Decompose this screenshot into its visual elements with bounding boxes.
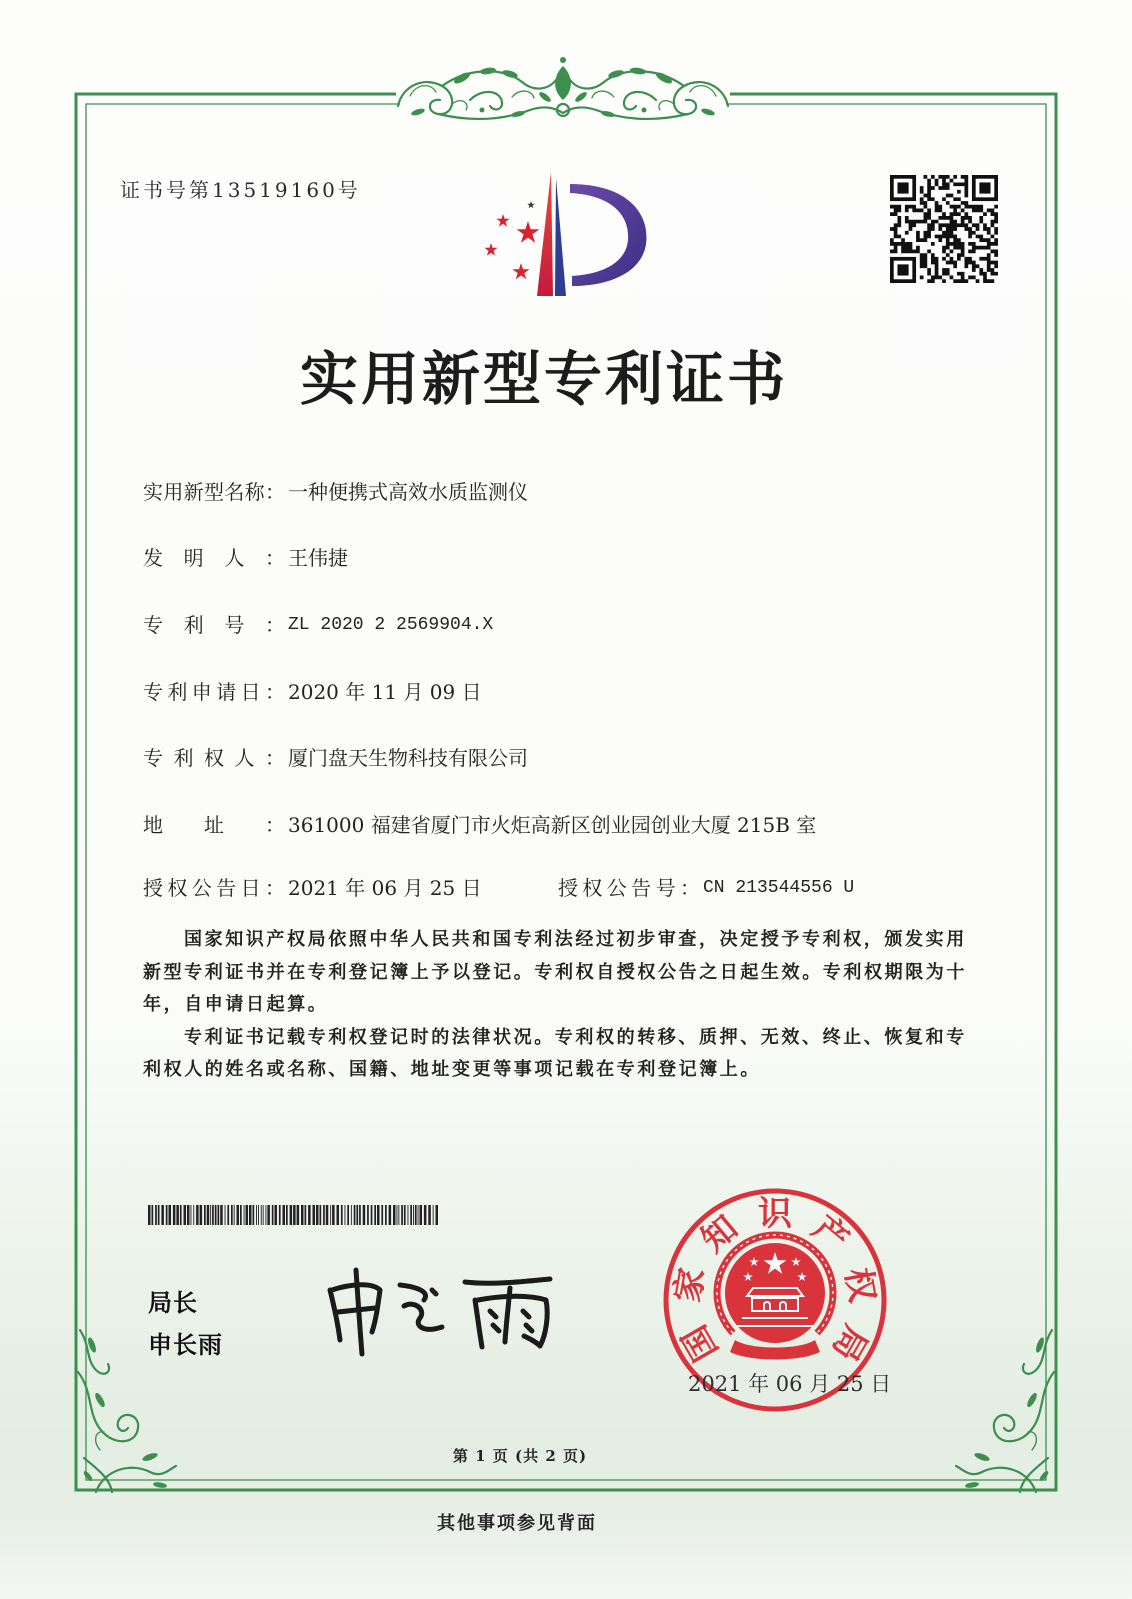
- seal-char: 权: [837, 1264, 883, 1306]
- ornament-right-half: [563, 67, 728, 119]
- grant-date-value: 2021 年 06 月 25 日: [288, 876, 482, 900]
- label-char: 请: [216, 680, 237, 704]
- field-label: [143, 678, 285, 706]
- field-grant-row: [143, 874, 1043, 902]
- field-label: [143, 478, 285, 506]
- label-char: 申: [191, 680, 212, 704]
- label-char: 利: [173, 746, 194, 770]
- seal-char: 局: [823, 1318, 876, 1368]
- field-label: [143, 874, 285, 902]
- legal-statement: [143, 924, 969, 1087]
- field-label: [143, 544, 285, 572]
- grant-number-value: CN 213544556 U: [703, 878, 855, 898]
- label-char: 型: [203, 480, 224, 504]
- field-label: [143, 811, 285, 839]
- label-char: 名: [224, 480, 245, 504]
- label-char: 权: [167, 876, 188, 900]
- label-char: 公: [606, 876, 627, 900]
- field-grant-number: [558, 874, 854, 902]
- field-label: [558, 874, 700, 902]
- qr-finder: [897, 264, 908, 275]
- label-char: 地: [143, 813, 163, 837]
- statement-paragraph: 专利证书记载专利权登记时的法律状况。专利权的转移、质押、无效、终止、恢复和专利权人的姓名或名称、国籍、地址变更等事项记载在专利登记簿上。: [143, 1026, 967, 1080]
- field-label: [143, 611, 285, 639]
- footer-note: 其他事项参见背面: [437, 1513, 597, 1534]
- logo-star: [496, 214, 509, 227]
- ornament-center: [555, 66, 571, 100]
- label-char: 号: [655, 876, 676, 900]
- field-utility-model-name: [143, 478, 528, 506]
- label-char: 发: [143, 546, 163, 570]
- label-char: 日: [240, 876, 261, 900]
- patent-office-logo-icon: [484, 172, 646, 296]
- field-address: [143, 811, 816, 839]
- logo-purple-arc: [570, 184, 646, 286]
- label-char: 人: [224, 546, 245, 570]
- label-char: 告: [631, 876, 652, 900]
- qr-finder: [897, 182, 908, 193]
- ornament-left-half: [398, 67, 563, 119]
- label-char: 人: [234, 746, 255, 770]
- label-char: 用: [163, 480, 184, 504]
- utility-model-name-value: 一种便携式高效水质监测仪: [288, 480, 528, 504]
- qr-finder: [979, 182, 990, 193]
- top-ornament: [398, 57, 728, 119]
- ornament-center-dot: [560, 57, 566, 63]
- label-char: 新: [183, 480, 204, 504]
- label-char: 日: [240, 680, 261, 704]
- page-indicator: 第 1 页 (共 2 页): [452, 1447, 588, 1465]
- label-char: ：: [265, 746, 285, 770]
- director-name: 申长雨: [148, 1331, 223, 1359]
- label-char: 号: [224, 613, 245, 637]
- label-char: 授: [143, 876, 163, 900]
- label-char: 公: [191, 876, 212, 900]
- logo-star: [484, 243, 497, 256]
- label-char: 利: [183, 613, 204, 637]
- label-char: ：: [679, 876, 700, 900]
- label-char: ：: [264, 680, 285, 704]
- field-patent-number: [143, 611, 493, 639]
- barcode: [148, 1205, 438, 1225]
- seal-char: 识: [758, 1194, 792, 1234]
- certificate-number: 证书号第13519160号: [120, 178, 361, 202]
- label-char: 明: [183, 546, 204, 570]
- seal-char: 产: [804, 1207, 857, 1261]
- director-signature: [330, 1270, 550, 1354]
- qr-code-icon: [890, 175, 998, 283]
- label-char: ：: [264, 876, 285, 900]
- logo-star: [512, 263, 529, 279]
- seal-char: 家: [667, 1264, 713, 1306]
- field-label: [143, 744, 285, 772]
- label-char: ：: [264, 480, 285, 504]
- label-char: 专: [143, 746, 163, 770]
- label-char: 权: [204, 746, 224, 770]
- certificate-frame: [76, 94, 1056, 1490]
- logo-stars: [484, 201, 539, 279]
- bottom-corner-ornaments: [78, 1330, 1054, 1492]
- field-filing-date: [143, 678, 482, 706]
- frame-inner-line: [86, 104, 1046, 1480]
- label-char: ：: [265, 813, 285, 837]
- seal-char: 国: [674, 1318, 727, 1368]
- logo-star: [527, 201, 535, 208]
- label-char: 实: [143, 480, 163, 504]
- inventor-value: 王伟捷: [288, 546, 348, 570]
- filing-date-value: 2020 年 11 月 09 日: [288, 680, 482, 704]
- patentee-value: 厦门盘天生物科技有限公司: [288, 746, 528, 770]
- statement-paragraph: 国家知识产权局依照中华人民共和国专利法经过初步审查，决定授予专利权，颁发实用新型专利证书并在专利登记簿上予以登记。专利权自授权公告之日起生效。专利权期限为十年，自申请日起算。: [143, 929, 967, 1015]
- label-char: 利: [167, 680, 188, 704]
- label-char: 址: [204, 813, 224, 837]
- frame-outer-line: [76, 94, 1056, 1490]
- label-char: 称: [244, 480, 265, 504]
- address-value: 361000 福建省厦门市火炬高新区创业园创业大厦 215B 室: [288, 813, 817, 837]
- national-emblem-icon: [717, 1235, 833, 1359]
- label-char: 权: [582, 876, 603, 900]
- label-char: 专: [143, 613, 163, 637]
- director-title: 局长: [148, 1289, 198, 1317]
- label-char: ：: [264, 613, 285, 637]
- seal-date: 2021 年 06 月 25 日: [688, 1372, 892, 1396]
- corner-ornament-bottom-right: [956, 1330, 1054, 1492]
- label-char: 告: [216, 876, 237, 900]
- logo-red-blade: [537, 172, 553, 296]
- label-char: ：: [264, 546, 285, 570]
- patent-number-value: ZL 2020 2 2569904.X: [288, 615, 494, 635]
- seal-char: 知: [693, 1207, 746, 1261]
- barcode-bars: [148, 1205, 438, 1225]
- field-inventor: [143, 544, 348, 572]
- label-char: 专: [143, 680, 163, 704]
- field-patentee: [143, 744, 528, 772]
- logo-star: [517, 221, 540, 243]
- label-char: 授: [558, 876, 578, 900]
- logo-blue-blade: [555, 178, 566, 296]
- page-title: 实用新型专利证书: [300, 345, 789, 413]
